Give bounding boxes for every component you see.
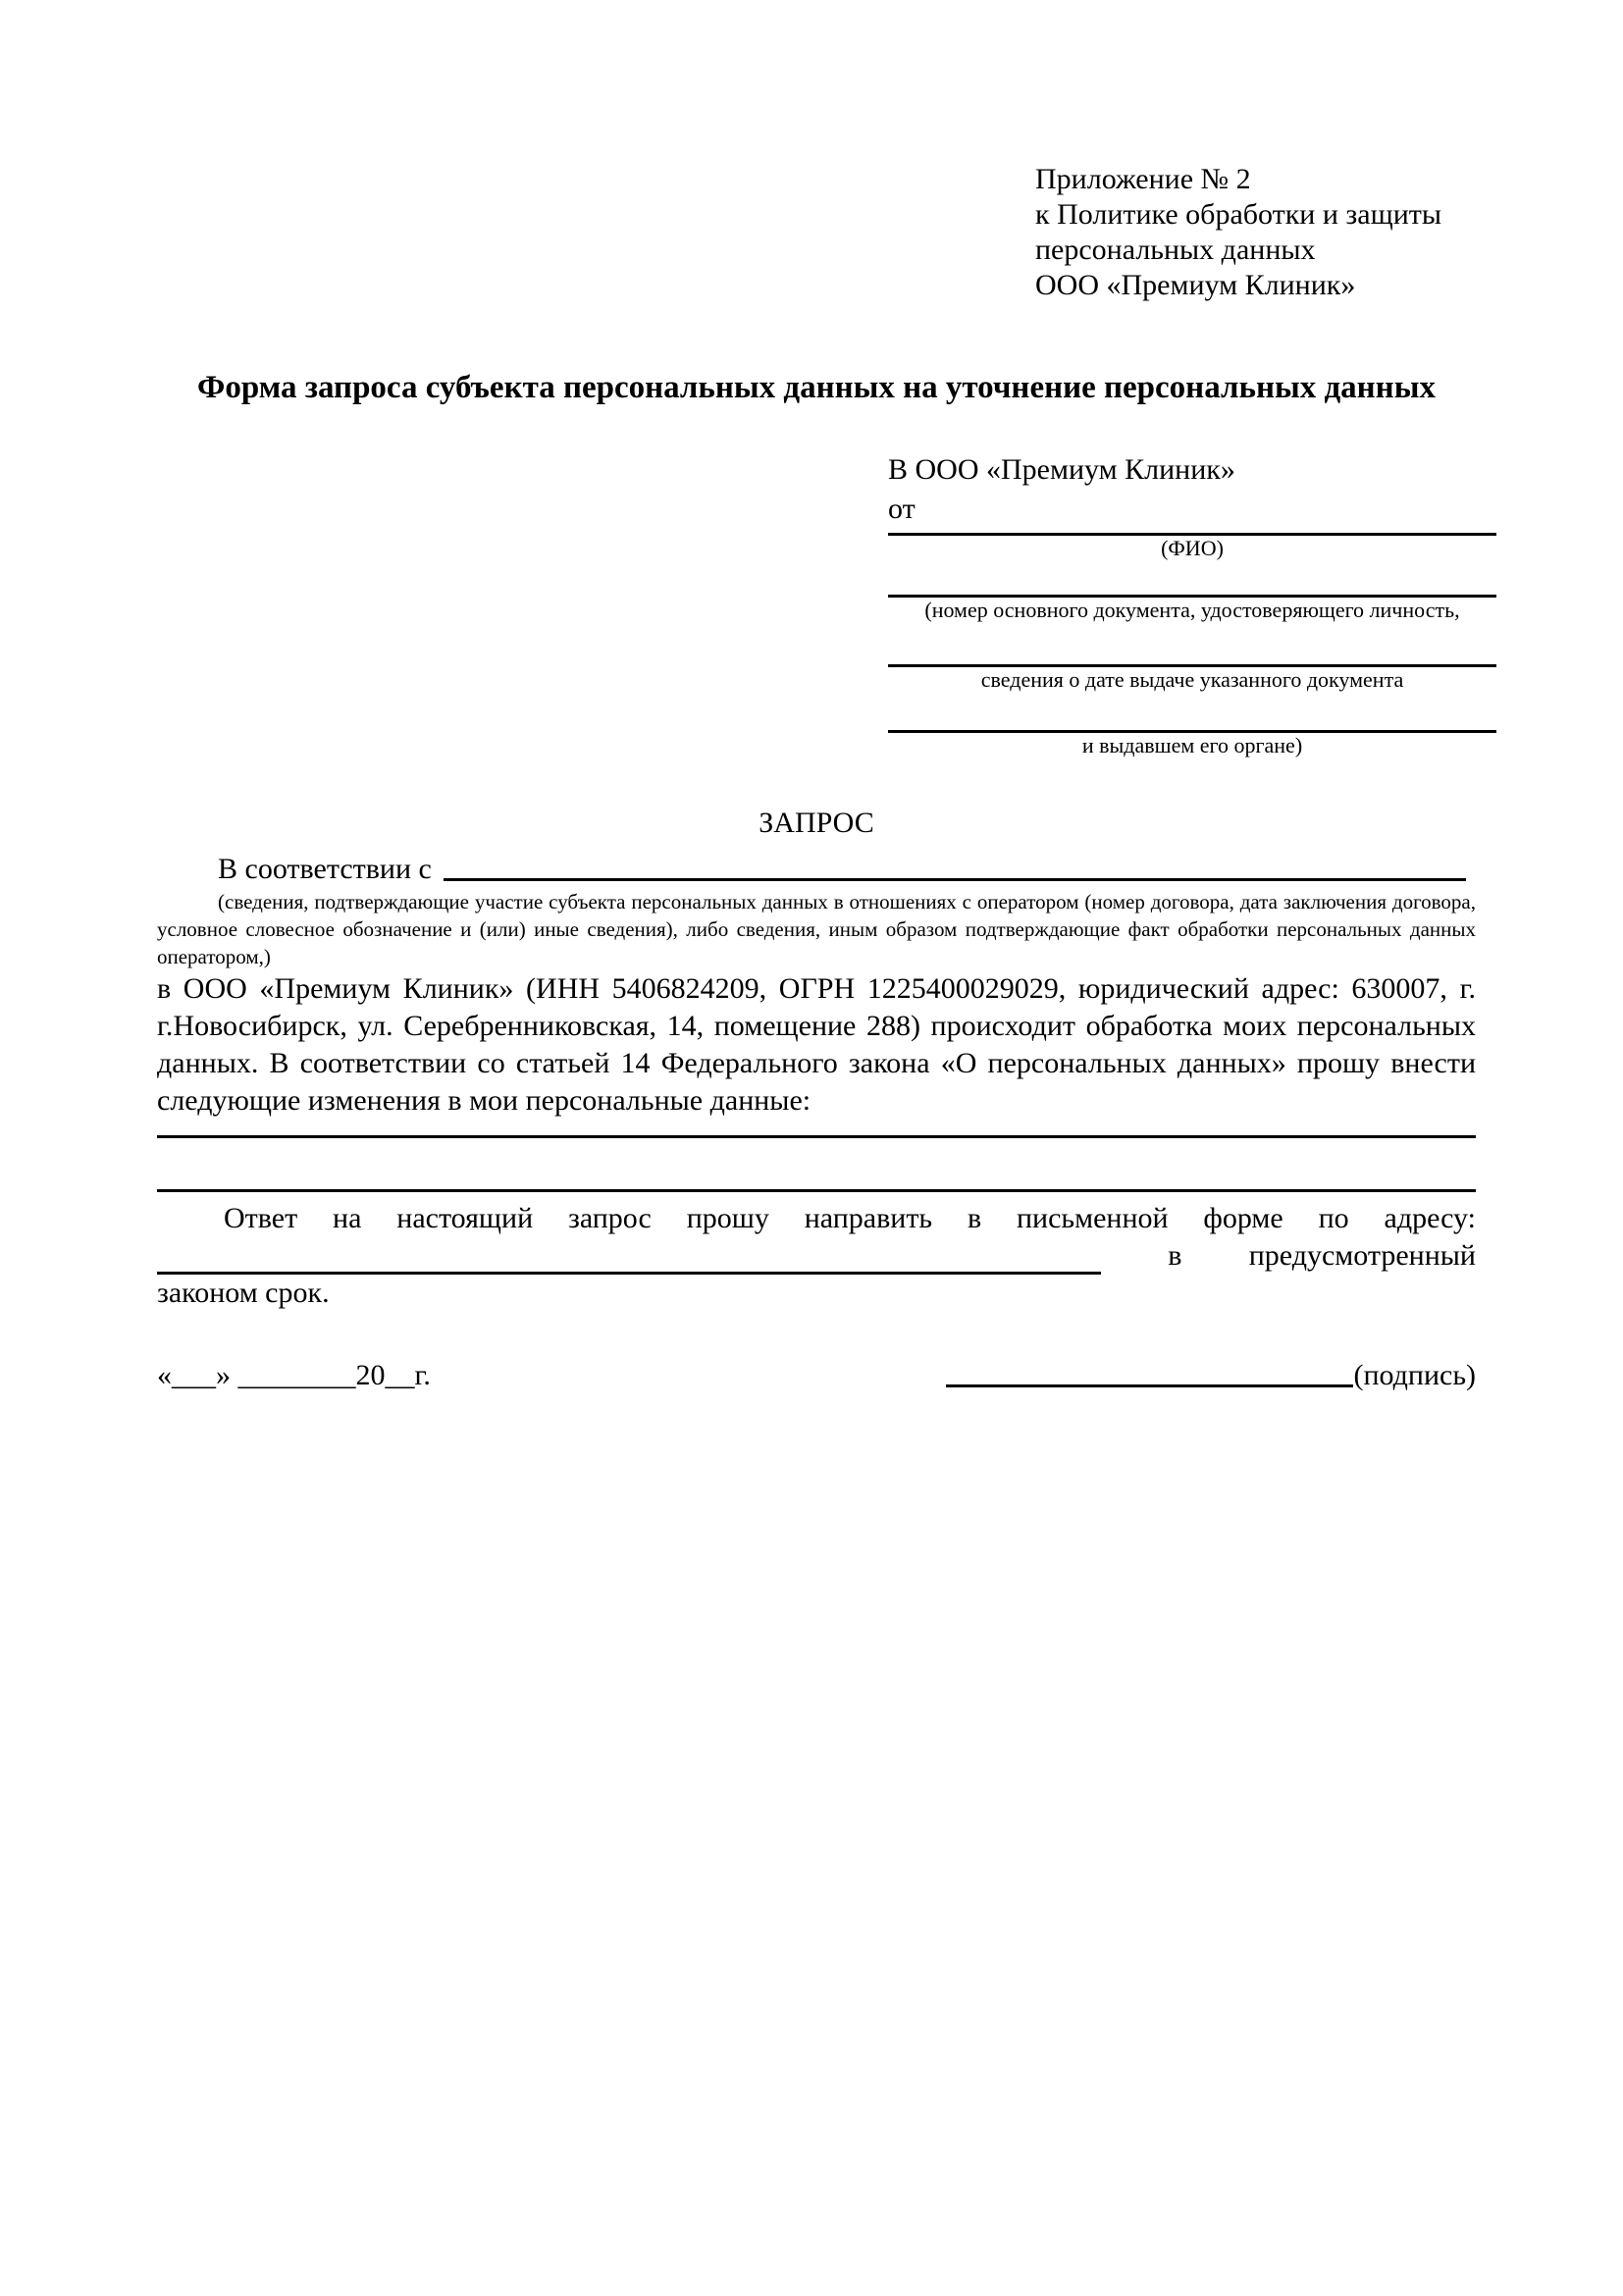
request-heading: ЗАПРОС [759, 807, 874, 839]
fio-caption: (ФИО) [1161, 536, 1224, 560]
signature-blank-line [946, 1355, 1353, 1387]
fio-blank-line [888, 529, 1496, 536]
reply-paragraph-end: законом срок. [157, 1277, 330, 1309]
signature-caption: (подпись) [1353, 1359, 1476, 1391]
appendix-note-line: ООО «Премиум Клиник» [1035, 269, 1356, 301]
basis-blank-line [444, 851, 1466, 881]
issuing-authority-blank-line [888, 693, 1496, 733]
changes-blank-line-1 [157, 1120, 1476, 1138]
page-title: Форма запроса субъекта персональных данных на уточнение персональных данных [197, 370, 1436, 405]
appendix-note [1035, 162, 1476, 303]
signature-area [946, 1355, 1476, 1394]
issue-date-field [888, 623, 1496, 693]
basis-line [157, 851, 1476, 888]
issuing-authority-field [888, 693, 1496, 758]
issuing-authority-caption: и выдавшем его органе) [1081, 733, 1303, 757]
addressee-block [888, 450, 1496, 758]
reply-word-pred: предусмотренный [1248, 1239, 1476, 1272]
appendix-note-line: к Политике обработки и защиты [1035, 198, 1442, 231]
signature-row [157, 1355, 1476, 1394]
reply-address-row [157, 1237, 1476, 1275]
changes-blank-line-2 [157, 1138, 1476, 1192]
appendix-note-line: Приложение № 2 [1035, 163, 1251, 195]
signature-date: «___» ________20__г. [157, 1359, 431, 1391]
document-number-blank-line [888, 561, 1496, 598]
issue-date-blank-line [888, 623, 1496, 667]
fio-field [888, 529, 1496, 561]
reply-address-blank-line [157, 1242, 1101, 1275]
addressee-to: В ООО «Премиум Клиник» [888, 453, 1235, 486]
body-paragraph: в ООО «Премиум Клиник» (ИНН 5406824209, ОГРН 1225400029029, юридический адрес: 630007, г. г.Новосибирск, ул. Серебренниковская, 14, помещение 288) происходит обработка моих персональных данных. В соответствии со статьей 14 Федерального закона «О персональных данных» прошу внести следующие изменения в мои персональные данные: [157, 972, 1476, 1117]
fine-print: (сведения, подтверждающие участие субъекта персональных данных в отношениях с оператором (номер договора, дата заключения договора, условное словесное обозначение и (или) иные сведения), либо сведения, иным образом подтверждающие факт обработки персональных данных оператором,) [157, 890, 1476, 968]
document-number-caption: (номер основного документа, удостоверяющего личность, [924, 598, 1460, 622]
issue-date-caption: сведения о дате выдаче указанного документа [980, 667, 1404, 692]
document-number-field [888, 561, 1496, 623]
addressee-from: от [888, 493, 916, 525]
appendix-note-line: персональных данных [1035, 234, 1316, 266]
reply-word-v: в [1168, 1239, 1182, 1272]
basis-label: В соответствии с [218, 853, 432, 885]
reply-paragraph: Ответ на настоящий запрос прошу направить в письменной форме по адресу: [224, 1202, 1476, 1234]
